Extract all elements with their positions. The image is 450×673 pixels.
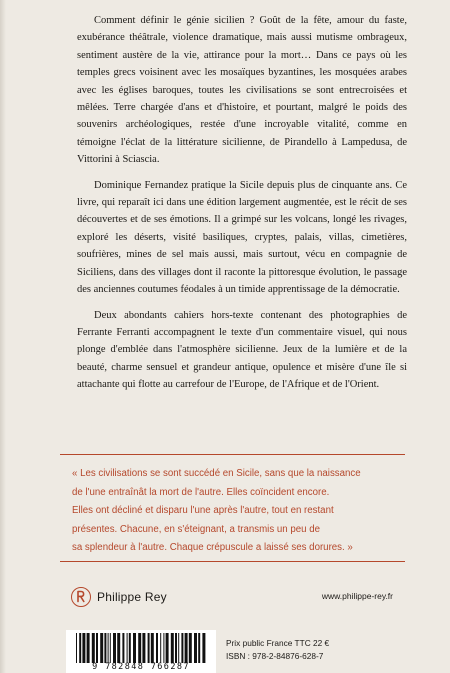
- barcode-bar: [163, 633, 164, 663]
- barcode-bar: [100, 633, 103, 663]
- isbn-line: ISBN : 978-2-84876-628-7: [226, 651, 324, 661]
- barcode-bar: [142, 633, 145, 663]
- barcode-number: 9 782848 766287: [92, 662, 190, 672]
- barcode-bar: [151, 633, 154, 663]
- barcode-bar: [166, 633, 169, 663]
- paragraph-3: Deux abondants cahiers hors-texte contenant des photographies de Ferrante Ferranti accompagnent le texte d'un commentaire visuel, qui nous plonge d'emblée dans l'atmosphère sicilienne. Jeux de la lumière et de la beauté, charme sensuel et grandeur antique, opulence et misère d'une île si attachante qui flotte au carrefour de l'Europe, de l'Afrique et de l'Orient.: [77, 309, 407, 391]
- paragraph-2: Dominique Fernandez pratique la Sicile depuis plus de cinquante ans. Ce livre, qui reparaît ici dans une édition largement augmentée, est le récit de ses découvertes et de ses émotions. Il a grimpé sur les volcans, longé les rivages, exploré les déserts, visité basiliques, cryptes, palais, villas, cimetières, soufrières, mines de sel mais aussi, mais surtout, vécu en compagnie de Siciliens, dans des villages dont il raconte la pittoresque évolution, le passage des anciennes coutumes féodales à un timide apprentissage de la démocratie.: [77, 179, 407, 296]
- barcode-bar: [117, 633, 120, 663]
- barcode-bar: [185, 633, 188, 663]
- barcode-bar: [181, 633, 183, 663]
- page-edge: [0, 0, 6, 673]
- publisher-logo: [71, 587, 167, 607]
- barcode-bar: [133, 633, 136, 663]
- barcode-bar: [76, 633, 77, 663]
- barcode-bar: [92, 633, 95, 663]
- quote-line: Elles ont décliné et disparu l'une après l'autre, tout en restant: [72, 505, 334, 517]
- barcode-bar: [138, 633, 141, 663]
- barcode-bar: [96, 633, 98, 663]
- barcode-bar: [110, 633, 111, 663]
- barcode-bar: [113, 633, 116, 663]
- barcode-bar: [156, 633, 158, 663]
- quote-line: « Les civilisations se sont succédé en Sicile, sans que la naissance: [72, 468, 361, 479]
- quote-line: sa splendeur à l'autre. Chaque crépuscule a laissé ses dorures. »: [72, 542, 353, 554]
- barcode-bar: [160, 633, 161, 663]
- barcode-bar: [122, 633, 124, 663]
- paragraph-1: Comment définir le génie sicilien ? Goût de la fête, amour du faste, exubérance théâtrale, violence dramatique, mais aussi mutisme ombrageux, sentiment austère de la vie, attirance pour la mort… Dans ce pays où les temples grecs voisinent avec les mosaïques byzantines, les mosquées arabes avec les églises baroques, toutes les civilisations se sont entrecroisées et mêlées. Terre chargée d'ans et d'histoire, et pourtant, malgré le poids des souvenirs archéologiques, restée d'une incroyable vitalité, comme en témoigne l'éclat de la littérature sicilienne, de Pirandello à Lampedusa, de Vittorini à Sciascia.: [77, 15, 407, 166]
- publisher-name: Philippe Rey: [97, 590, 167, 604]
- barcode-bar: [87, 633, 90, 663]
- r-monogram-icon: [71, 587, 91, 607]
- barcode-bar: [104, 633, 106, 663]
- price-line: Prix public France TTC 22 €: [226, 638, 330, 648]
- barcode-bar: [189, 633, 192, 663]
- publisher-website: www.philippe-rey.fr: [321, 591, 393, 601]
- quote-bottom-rule: [60, 561, 405, 562]
- barcode-bar: [127, 633, 128, 663]
- barcode-bar: [129, 633, 131, 663]
- barcode-bar: [198, 633, 200, 663]
- barcode-bar: [148, 633, 150, 663]
- barcode-bars: [74, 633, 208, 663]
- isbn-barcode: [66, 630, 216, 673]
- barcode-bar: [178, 633, 179, 663]
- pull-quote: [72, 465, 402, 558]
- barcode-bar: [202, 633, 205, 663]
- quote-line: de l'une entraînât la mort de l'autre. Elles coïncident encore.: [72, 486, 330, 498]
- barcode-bar: [194, 633, 197, 663]
- back-cover-text: [77, 12, 407, 402]
- quote-line: présentes. Chacune, en s'éteignant, a transmis un peu de: [72, 523, 320, 535]
- quote-top-rule: [60, 454, 405, 455]
- barcode-bar: [171, 633, 174, 663]
- barcode-bar: [175, 633, 177, 663]
- barcode-bar: [108, 633, 109, 663]
- barcode-bar: [79, 633, 81, 663]
- price-block: [226, 637, 329, 663]
- barcode-bar: [82, 633, 85, 663]
